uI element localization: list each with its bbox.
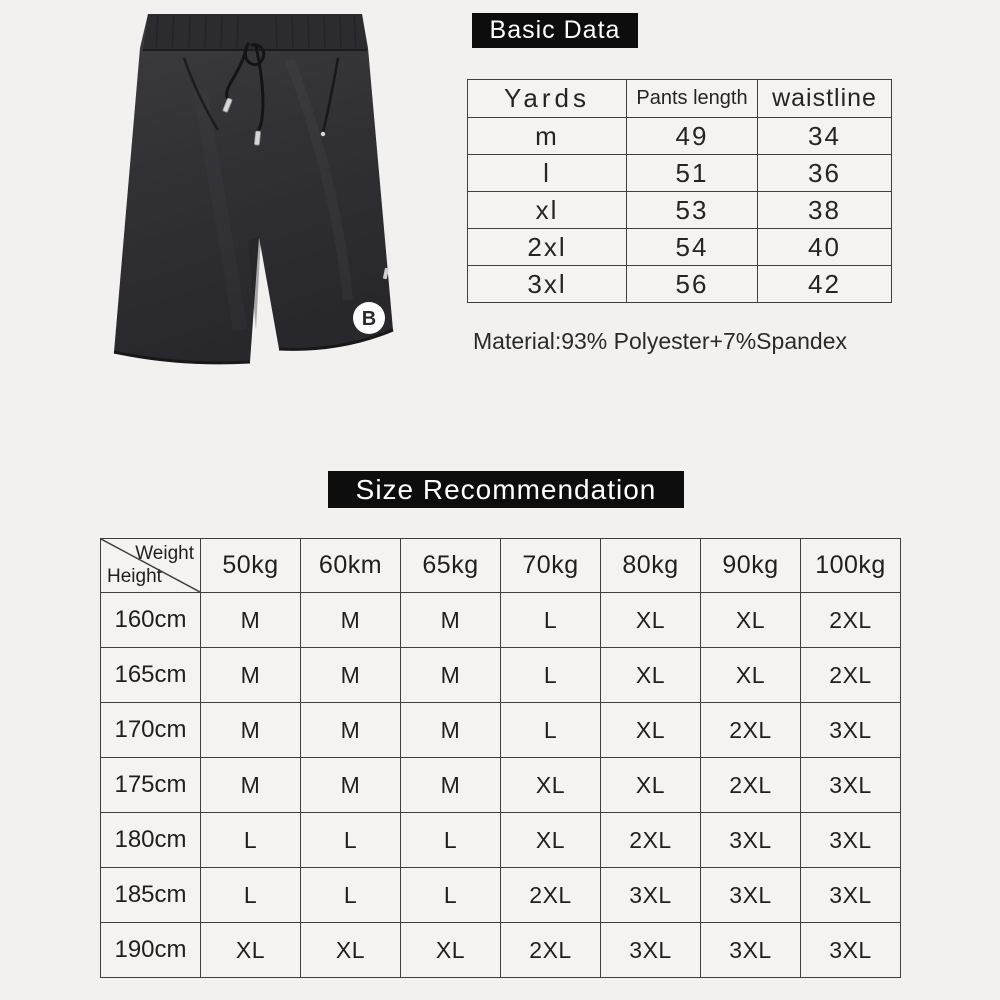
size-cell: XL — [501, 758, 601, 813]
height-row-header: 190cm — [101, 923, 201, 978]
pants-length-cell: 56 — [627, 266, 758, 303]
table-row — [101, 703, 901, 758]
size-cell: 3XL — [801, 868, 901, 923]
waistline-cell: 42 — [758, 266, 892, 303]
size-cell: XL — [601, 593, 701, 648]
size-cell: 3XL — [701, 813, 801, 868]
size-label-cell: 3xl — [468, 266, 627, 303]
table-row — [101, 923, 901, 978]
size-cell: 2XL — [801, 648, 901, 703]
weight-col-header: 60km — [301, 539, 401, 593]
size-cell: 3XL — [801, 923, 901, 978]
weight-col-header: 100kg — [801, 539, 901, 593]
weight-height-corner-cell — [101, 539, 201, 593]
table-row — [101, 813, 901, 868]
size-cell: 2XL — [601, 813, 701, 868]
table-row — [468, 118, 892, 155]
size-cell: XL — [701, 593, 801, 648]
height-row-header: 170cm — [101, 703, 201, 758]
size-recommendation-banner — [328, 471, 684, 508]
size-cell: XL — [301, 923, 401, 978]
zipper-pull — [321, 132, 325, 136]
size-label-cell: xl — [468, 192, 627, 229]
size-cell: L — [501, 648, 601, 703]
size-cell: 3XL — [601, 868, 701, 923]
corner-height-label: Height — [107, 566, 162, 587]
brand-logo-icon — [353, 302, 385, 334]
basic-col-header-pants-length: Pants length — [627, 80, 758, 118]
size-cell: L — [401, 813, 501, 868]
material-note: Material:93% Polyester+7%Spandex — [473, 328, 847, 354]
drawstring-aglet — [254, 131, 260, 145]
size-cell: L — [501, 703, 601, 758]
height-row-header: 180cm — [101, 813, 201, 868]
size-header-row — [101, 539, 901, 593]
size-cell: M — [401, 703, 501, 758]
size-cell: XL — [601, 648, 701, 703]
pants-length-cell: 54 — [627, 229, 758, 266]
pants-length-cell: 49 — [627, 118, 758, 155]
size-cell: M — [301, 758, 401, 813]
pants-length-cell: 53 — [627, 192, 758, 229]
weight-col-header: 65kg — [401, 539, 501, 593]
table-row — [101, 648, 901, 703]
basic-header-row — [468, 80, 892, 118]
height-row-header: 160cm — [101, 593, 201, 648]
size-cell: XL — [501, 813, 601, 868]
weight-col-header: 50kg — [201, 539, 301, 593]
size-cell: 3XL — [701, 868, 801, 923]
pants-length-cell: 51 — [627, 155, 758, 192]
size-cell: 3XL — [601, 923, 701, 978]
size-label-cell: 2xl — [468, 229, 627, 266]
table-row — [101, 758, 901, 813]
size-cell: XL — [601, 703, 701, 758]
table-row — [101, 868, 901, 923]
size-cell: M — [301, 648, 401, 703]
size-cell: L — [201, 868, 301, 923]
size-cell: M — [401, 648, 501, 703]
size-cell: M — [301, 703, 401, 758]
waistline-cell: 34 — [758, 118, 892, 155]
brand-logo-letter: B — [361, 308, 377, 330]
size-cell: M — [401, 593, 501, 648]
shorts-body — [114, 14, 393, 363]
table-row — [468, 192, 892, 229]
size-recommendation-title: Size Recommendation — [355, 473, 657, 505]
size-label-cell: m — [468, 118, 627, 155]
waistline-cell: 38 — [758, 192, 892, 229]
size-cell: M — [201, 758, 301, 813]
size-cell: L — [401, 868, 501, 923]
size-cell: M — [401, 758, 501, 813]
height-row-header: 185cm — [101, 868, 201, 923]
size-cell: 2XL — [501, 923, 601, 978]
size-cell: 2XL — [801, 593, 901, 648]
size-cell: 3XL — [701, 923, 801, 978]
weight-col-header: 70kg — [501, 539, 601, 593]
size-label-cell: l — [468, 155, 627, 192]
size-cell: 3XL — [801, 703, 901, 758]
size-cell: XL — [601, 758, 701, 813]
size-cell: 3XL — [801, 758, 901, 813]
size-cell: L — [501, 593, 601, 648]
size-cell: M — [201, 703, 301, 758]
size-cell: M — [301, 593, 401, 648]
table-row — [468, 266, 892, 303]
waistline-cell: 40 — [758, 229, 892, 266]
size-cell: M — [201, 593, 301, 648]
basic-col-header-waistline: waistline — [758, 80, 892, 118]
size-cell: L — [301, 868, 401, 923]
table-row — [101, 593, 901, 648]
corner-weight-label: Weight — [135, 543, 194, 564]
size-cell: L — [301, 813, 401, 868]
size-cell: M — [201, 648, 301, 703]
size-cell: 3XL — [801, 813, 901, 868]
size-cell: 2XL — [501, 868, 601, 923]
height-row-header: 175cm — [101, 758, 201, 813]
weight-col-header: 80kg — [601, 539, 701, 593]
basic-data-title: Basic Data — [489, 16, 621, 44]
height-row-header: 165cm — [101, 648, 201, 703]
size-cell: XL — [701, 648, 801, 703]
size-cell: L — [201, 813, 301, 868]
table-row — [468, 229, 892, 266]
size-cell: XL — [401, 923, 501, 978]
weight-col-header: 90kg — [701, 539, 801, 593]
basic-col-header-yards: Yards — [468, 80, 627, 118]
size-cell: 2XL — [701, 758, 801, 813]
basic-data-banner — [472, 13, 638, 48]
size-cell: XL — [201, 923, 301, 978]
table-row — [468, 155, 892, 192]
waistline-cell: 36 — [758, 155, 892, 192]
product-photo — [80, 0, 440, 380]
basic-data-table — [467, 79, 892, 303]
size-recommendation-table — [100, 538, 901, 978]
size-cell: 2XL — [701, 703, 801, 758]
